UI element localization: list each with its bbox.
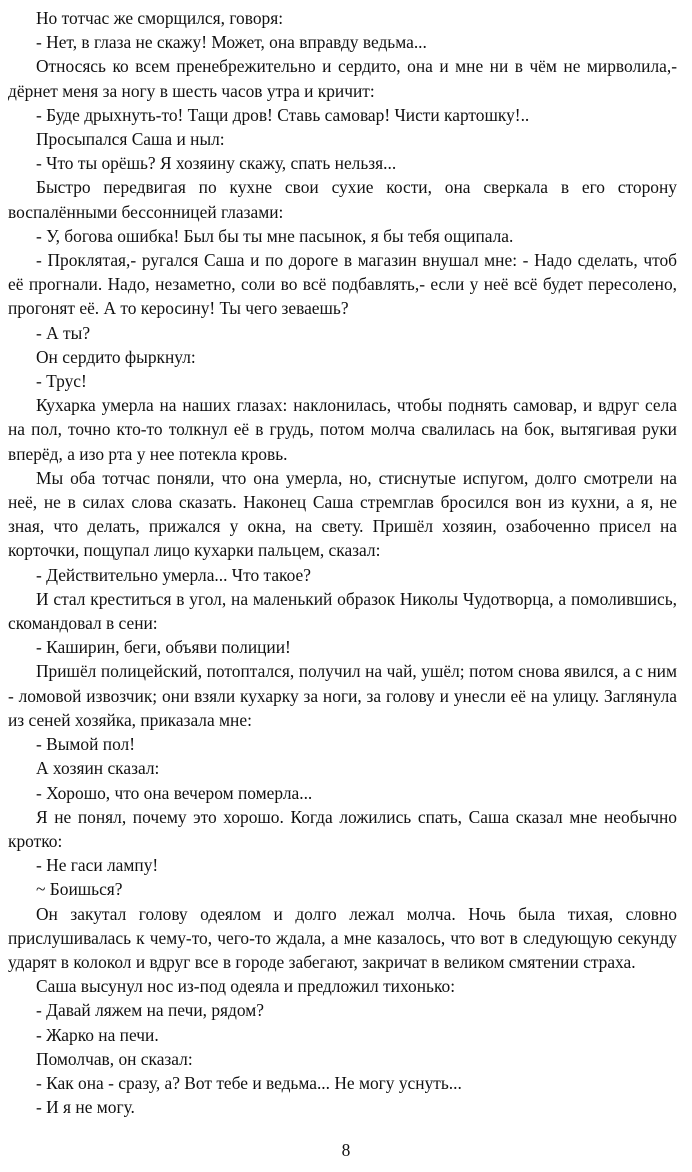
paragraph: Пришёл полицейский, потоптался, получил на чай, ушёл; потом снова явился, а с ним - ломовой извозчик; они взяли кухарку за ноги, за голову и унесли её на улицу. Заглянула из сеней хозяйка, приказала мне: (8, 661, 677, 730)
paragraph: - Не гаси лампу! (36, 855, 159, 876)
body-text (8, 6, 677, 1119)
paragraph: - У, богова ошибка! Был бы ты мне пасынок, я бы тебя ощипала. (36, 225, 514, 246)
paragraph: - Хорошо, что она вечером померла... (36, 782, 313, 803)
paragraph: И стал креститься в угол, на маленький образок Николы Чудотворца, а помолившись, скомандовал в сени: (8, 588, 677, 634)
paragraph: - Нет, в глаза не скажу! Может, она вправду ведьма... (36, 32, 427, 53)
paragraph: - А ты? (36, 322, 91, 343)
paragraph: Но тотчас же сморщился, говоря: (36, 8, 284, 28)
paragraph: Мы оба тотчас поняли, что она умерла, но, стиснутые испугом, долго смотрели на неё, не в силах слова сказать. Наконец Саша стремглав бросился вон из кухни, а я, не зная, что делать, прижался у окна, на свету. Пришёл хозяин, озабоченно присел на корточки, пощупал лицо кухарки пальцем, сказал: (8, 467, 677, 561)
paragraph: - Трус! (36, 371, 87, 392)
paragraph: Быстро передвигая по кухне свои сухие кости, она сверкала в его сторону воспалёнными бессонницей глазами: (8, 177, 677, 222)
paragraph: ~ Боишься? (36, 879, 123, 900)
paragraph: - Что ты орёшь? Я хозяину скажу, спать нельзя... (36, 153, 397, 174)
paragraph: Относясь ко всем пренебрежительно и сердито, она и мне ни в чём не мирволила,- дёрнет меня за ногу в шесть часов утра и кричит: (8, 56, 677, 101)
paragraph: Я не понял, почему это хорошо. Когда ложились спать, Саша сказал мне необычно кротко: (8, 806, 677, 851)
paragraph: - Действительно умерла... Что такое? (36, 564, 311, 585)
paragraph: Просыпался Саша и ныл: (36, 129, 225, 150)
page-number: 8 (341, 1140, 351, 1160)
paragraph: - Каширин, беги, объяви полиции! (36, 637, 291, 658)
paragraph: - Проклятая,- ругался Саша и по дороге в магазин внушал мне: - Надо сделать, чтоб её прогнали. Надо, незаметно, соли во всё подбавлять,- если у неё всё будет пересолено, прогонят её. А то керосину! Ты чего зеваешь? (8, 250, 677, 319)
paragraph: - Буде дрыхнуть-то! Тащи дров! Ставь самовар! Чисти картошку!.. (36, 104, 530, 125)
paragraph: Кухарка умерла на наших глазах: наклонилась, чтобы поднять самовар, и вдруг села на пол, точно кто-то толкнул её в грудь, потом молча свалилась на бок, вытягивая руки вперёд, а изо рта у нее потекла кровь. (8, 395, 677, 464)
paragraph: - Вымой пол! (36, 734, 136, 755)
paragraph: - Жарко на печи. (36, 1024, 159, 1045)
paragraph: Помолчав, он сказал: (36, 1048, 193, 1069)
paragraph: Он закутал голову одеялом и долго лежал молча. Ночь была тихая, словно прислушивалась к чему-то, чего-то ждала, а мне казалось, что вот в следующую секунду ударят в колокол и вдруг все в городе забегают, закричат в великом смятении страха. (8, 903, 677, 972)
paragraph: - Давай ляжем на печи, рядом? (36, 1000, 264, 1021)
paragraph: А хозяин сказал: (36, 758, 160, 779)
paragraph: Он сердито фыркнул: (36, 346, 196, 367)
paragraph: Саша высунул нос из-под одеяла и предложил тихонько: (36, 976, 456, 997)
paragraph: - И я не могу. (36, 1097, 135, 1118)
paragraph: - Как она - сразу, а? Вот тебе и ведьма... Не могу уснуть... (36, 1072, 462, 1093)
